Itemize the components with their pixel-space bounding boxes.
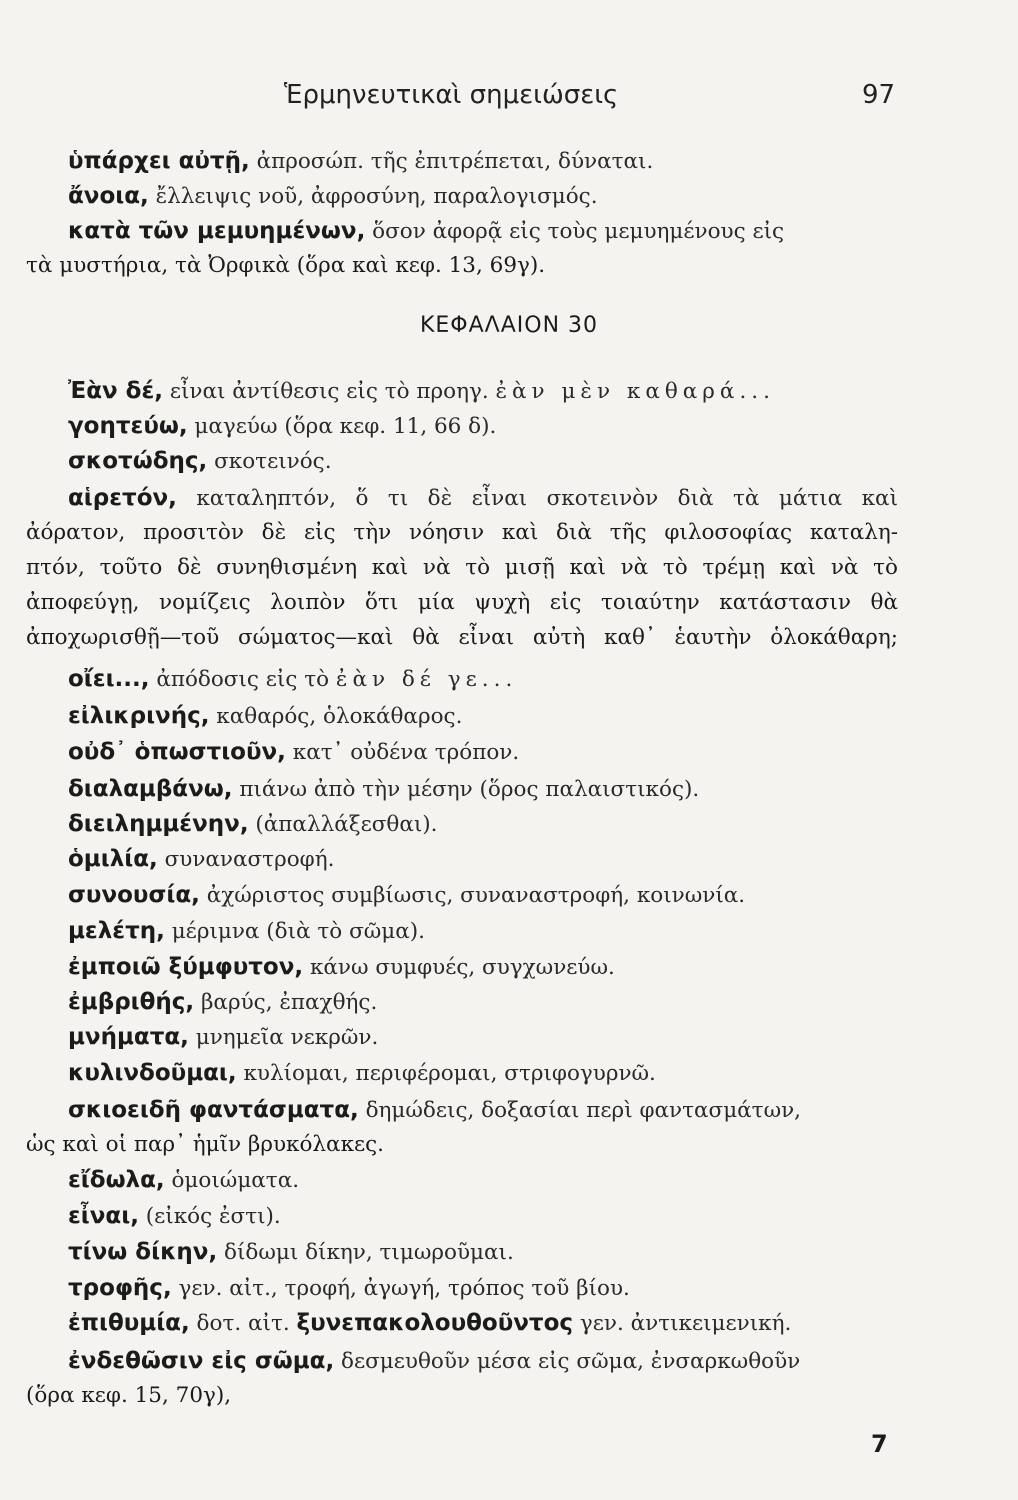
entry-continuation: ἀποφεύγῃ, νομίζεις λοιπὸν ὅτι μία ψυχὴ εἰς τοιαύτην κατάστασιν θὰ [26, 590, 898, 615]
entry-gloss: σκοτεινός. [207, 449, 332, 474]
entry-gloss: ἀπροσώπ. τῆς ἐπιτρέπεται, δύναται. [249, 149, 654, 174]
entry-line [68, 180, 898, 213]
entry-term: μελέτη, [68, 918, 165, 944]
entry-gloss: συναναστροφή. [157, 847, 335, 872]
entry-term: κυλινδοῦμαι, [68, 1060, 237, 1086]
entry-line [68, 1057, 898, 1090]
entry-gloss: γεν. αἰτ., τροφή, ἀγωγή, τρόπος τοῦ βίου. [171, 1276, 630, 1301]
entry-line [68, 1272, 898, 1305]
entry-continuation: ἀποχωρισθῇ—τοῦ σώματος—καὶ θὰ εἶναι αὐτὴ καθ᾿ ἑαυτὴν ὁλοκάθαρη; [26, 625, 898, 650]
entry-gloss: καταληπτόν, ὅ τι δὲ εἶναι σκοτεινὸν διὰ τὰ μάτια καὶ [176, 486, 898, 511]
entry-line [68, 1164, 898, 1197]
entry-line [68, 879, 898, 912]
entry-gloss: μαγεύω (ὅρα κεφ. 11, 66 δ). [187, 414, 497, 439]
entry-line [68, 375, 898, 408]
entry-line [68, 215, 898, 248]
entry-gloss: ἀχώριστος συμβίωσις, συναναστροφή, κοινωνία. [199, 883, 746, 908]
entry-term: σκοτώδης, [68, 448, 208, 474]
entry-line [68, 915, 898, 948]
entry-term: τροφῆς, [68, 1275, 172, 1301]
entry-continuation: πτόν, τοῦτο δὲ συνηθισμένη καὶ νὰ τὸ μισῇ καὶ νὰ τὸ τρέμῃ καὶ νὰ τὸ [26, 555, 898, 580]
entry-line [68, 700, 898, 733]
entry-continuation: τὰ μυστήρια, τὰ Ὀρφικὰ (ὅρα καὶ κεφ. 13, 69γ). [26, 253, 546, 278]
entry-gloss: βαρύς, ἐπαχθής. [194, 990, 378, 1015]
entry-term: σκιοειδῆ φαντάσματα, [68, 1097, 359, 1123]
entry-term: εἶναι, [68, 1203, 139, 1229]
entry-line [68, 1094, 898, 1127]
entry-gloss: καθαρός, ὁλοκάθαρος. [209, 704, 463, 729]
entry-gloss: μνημεῖα νεκρῶν. [188, 1025, 379, 1050]
entry-term: διαλαμβάνω, [68, 776, 233, 802]
entry-continuation: ὡς καὶ οἱ παρ᾿ ἡμῖν βρυκόλακες. [26, 1132, 385, 1157]
entry-gloss: δίδωμι δίκην, τιμωροῦμαι. [217, 1240, 514, 1265]
entry-gloss: (εἰκός ἐστι). [138, 1204, 281, 1229]
entry-term: ἐπιθυμία, [68, 1310, 190, 1336]
entry-term: οὐδ᾿ ὁπωστιοῦν, [68, 739, 286, 765]
entry-line [68, 1021, 898, 1054]
entry-term: αἱρετόν, [68, 485, 177, 511]
entry-gloss: μέριμνα (διὰ τὸ σῶμα). [164, 919, 425, 944]
entry-term: κατὰ τῶν μεμυημένων, [68, 218, 366, 244]
chapter-heading: ΚΕΦΑΛΑΙΟΝ 30 [419, 313, 599, 338]
entry-gloss: κατ᾿ οὐδένα τρόπον. [285, 740, 520, 765]
entry-line [68, 843, 898, 876]
entry-line [68, 736, 898, 769]
entry-gloss: εἶναι ἀντίθεσις εἰς τὸ προηγ. [163, 379, 496, 404]
entry-gloss: δημώδεις, δοξασίαι περὶ φαντασμάτων, [358, 1098, 802, 1123]
entry-term: εἴδωλα, [68, 1167, 165, 1193]
entry-line [68, 808, 898, 841]
entry-line [68, 1307, 898, 1340]
entry-gloss: δοτ. αἰτ. [189, 1311, 297, 1336]
entry-gloss: ὁμοιώματα. [164, 1168, 300, 1193]
entry-term: συνουσία, [68, 882, 200, 908]
entry-term: Ἐὰν δέ, [68, 378, 164, 404]
entry-gloss: δεσμευθοῦν μέσα εἰς σῶμα, ἐνσαρκωθοῦν [334, 1349, 801, 1374]
entry-term: γοητεύω, [68, 413, 188, 439]
entry-line [68, 951, 898, 984]
entry-term-secondary: ξυνεπακολουθοῦντος [296, 1310, 574, 1336]
entry-term: ὁμιλία, [68, 846, 158, 872]
entry-line [68, 1200, 898, 1233]
entry-gloss: κυλίομαι, περιφέρομαι, στριφογυρνῶ. [236, 1061, 656, 1086]
entry-line [68, 663, 898, 696]
entry-gloss: ἀπόδοσις εἰς τὸ [149, 667, 336, 692]
entry-continuation: ἀόρατον, προσιτὸν δὲ εἰς τὴν νόησιν καὶ διὰ τῆς φιλοσοφίας καταλη- [26, 520, 898, 545]
signature-mark: 7 [871, 1430, 888, 1458]
entry-line [68, 1345, 898, 1378]
entry-gloss: ὅσον ἀφορᾷ εἰς τοὺς μεμυημένους εἰς [365, 219, 785, 244]
entry-term: εἰλικρινής, [68, 703, 210, 729]
entry-term: ἐνδεθῶσιν εἰς σῶμα, [68, 1348, 335, 1374]
entry-line [68, 145, 898, 178]
entry-continuation: (ὅρα κεφ. 15, 70γ), [26, 1383, 232, 1408]
entry-line [68, 773, 898, 806]
spaced-quote: ἐὰν μὲν καθαρά... [495, 379, 775, 404]
entry-gloss: πιάνω ἀπὸ τὴν μέσην (ὅρος παλαιστικός). [232, 777, 700, 802]
entry-line [68, 986, 898, 1019]
entry-term: ὑπάρχει αὐτῇ, [68, 148, 250, 174]
entry-line [68, 410, 898, 443]
entry-gloss: ἔλλειψις νοῦ, ἀφροσύνη, παραλογισμός. [148, 184, 598, 209]
entry-term: διειλημμένην, [68, 811, 249, 837]
entry-line [68, 445, 898, 478]
entry-term: μνήματα, [68, 1024, 189, 1050]
entry-gloss: κάνω συμφυές, συγχωνεύω. [303, 955, 615, 980]
entry-term: οἴει..., [68, 666, 150, 692]
entry-gloss: (ἀπαλλάξεσθαι). [248, 812, 438, 837]
page-number: 97 [862, 80, 896, 110]
entry-term: ἄνοια, [68, 183, 149, 209]
entry-gloss-secondary: γεν. ἀντικειμενική. [573, 1311, 792, 1336]
spaced-quote: ἐὰν δέ γε... [335, 667, 518, 692]
entry-line [68, 482, 898, 515]
running-header-title: Ἑρμηνευτικαὶ σημειώσεις [284, 80, 619, 110]
entry-term: ἐμβριθής, [68, 989, 195, 1015]
entry-term: ἐμποιῶ ξύμφυτον, [68, 954, 304, 980]
entry-term: τίνω δίκην, [68, 1239, 218, 1265]
entry-line [68, 1236, 898, 1269]
